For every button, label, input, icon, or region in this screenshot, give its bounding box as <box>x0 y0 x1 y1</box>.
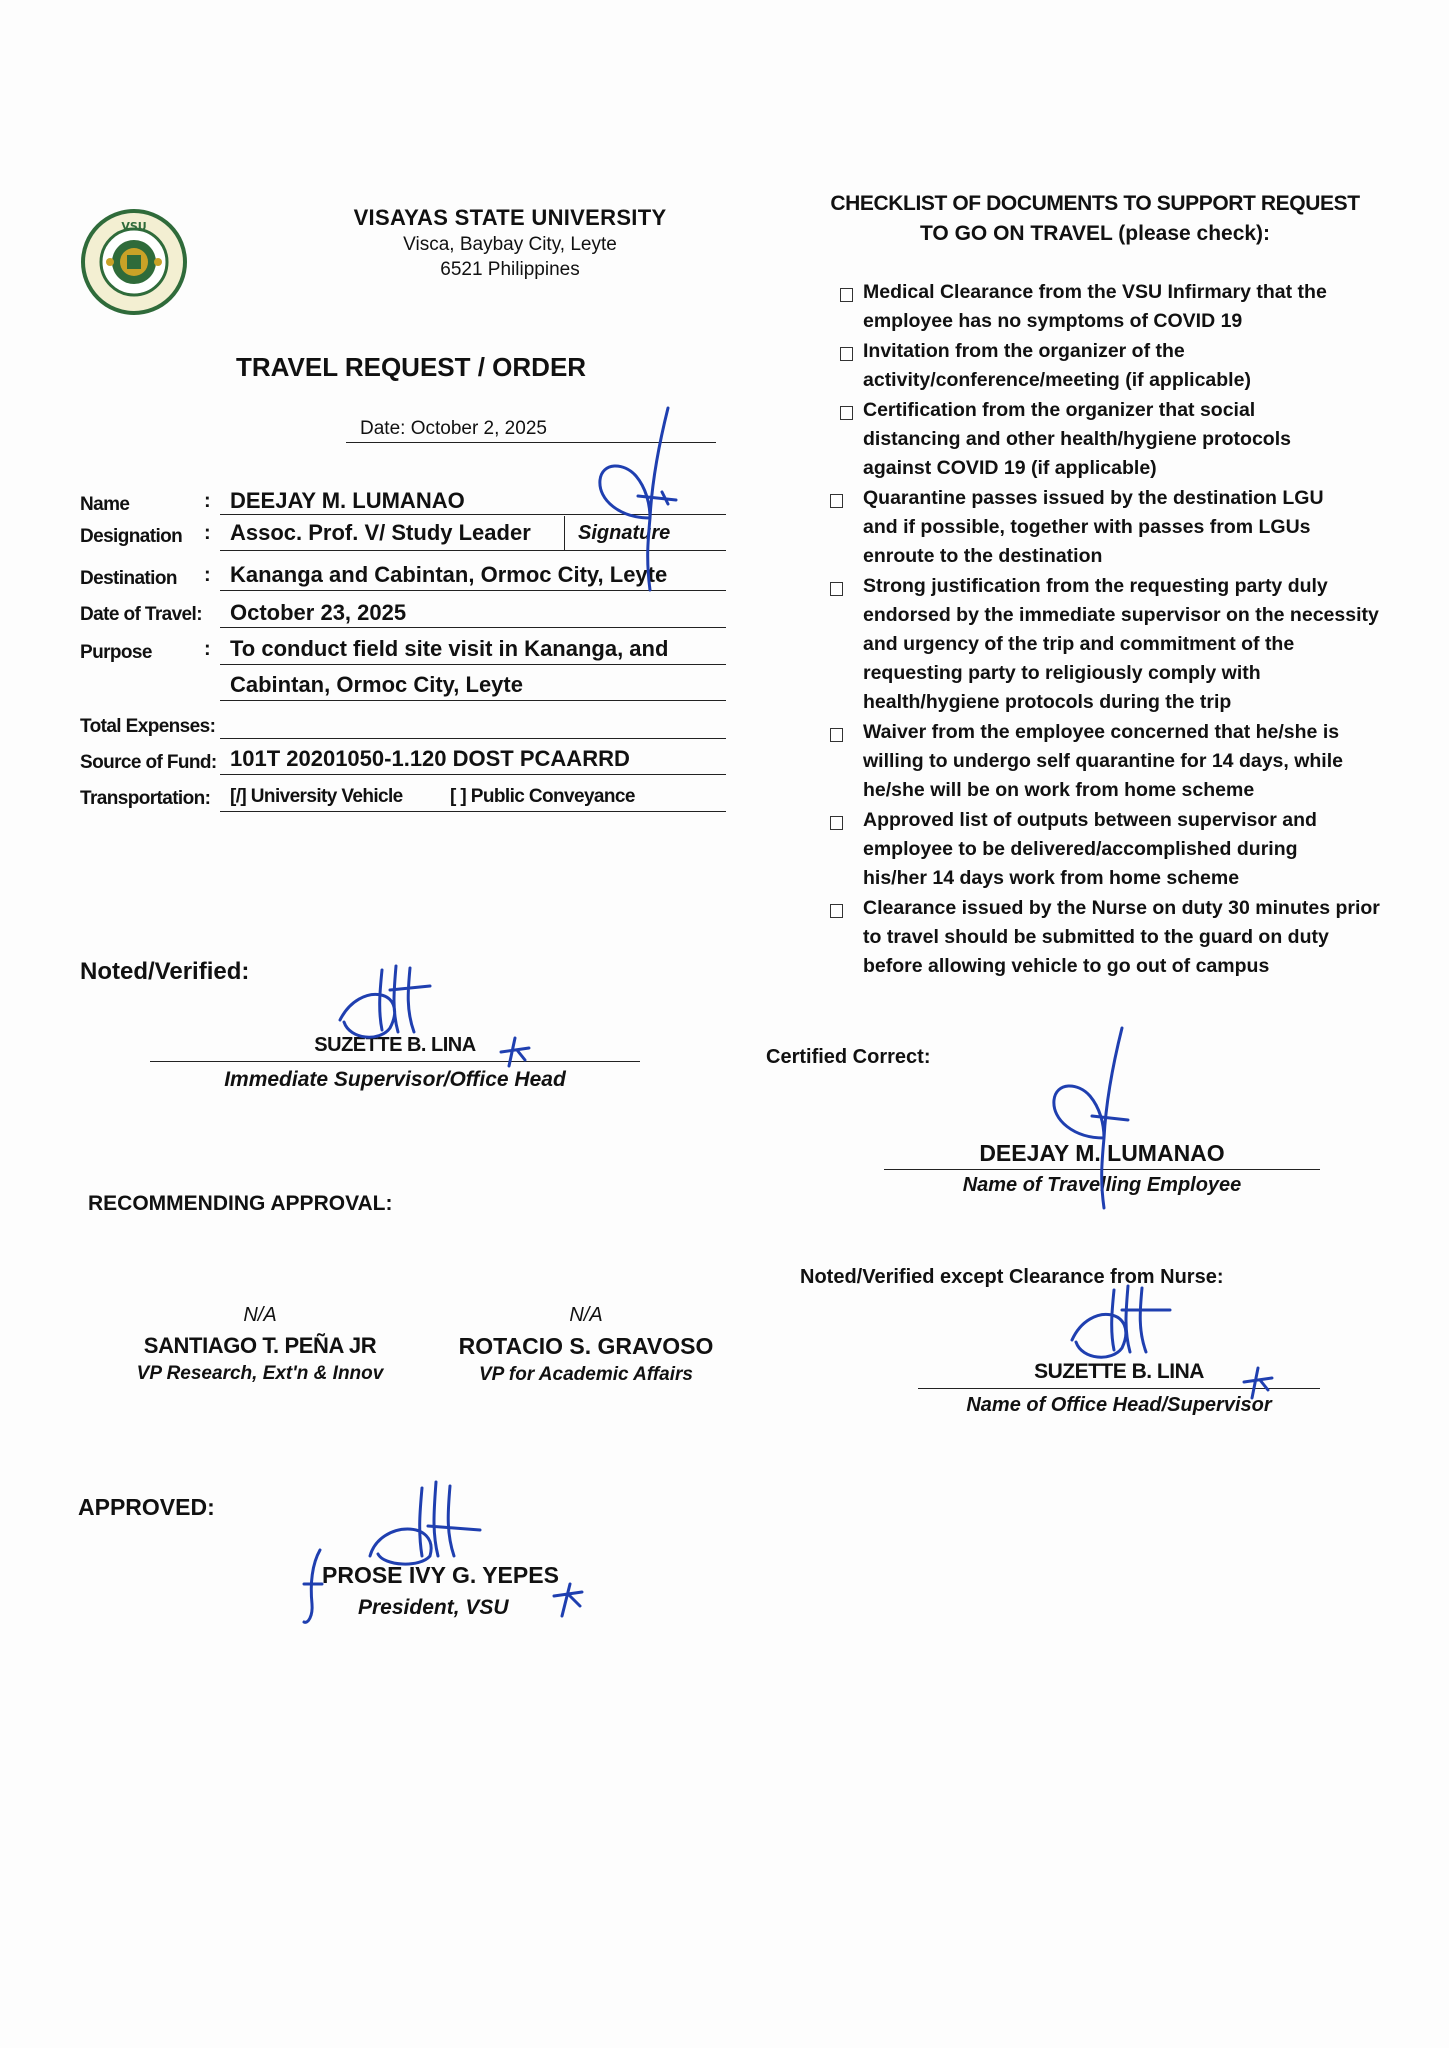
form-title: TRAVEL REQUEST / ORDER <box>236 352 587 382</box>
date-of-travel-underline <box>220 627 726 628</box>
checklist-checkbox[interactable] <box>840 288 853 302</box>
certified-signatory-title: Name of Travelling Employee <box>962 1174 1242 1196</box>
colon: : <box>204 522 211 544</box>
total-expenses-label: Total Expenses: <box>80 716 216 737</box>
svg-text:VSU: VSU <box>121 220 147 233</box>
noted-except-signature-line <box>918 1388 1320 1389</box>
designation-underline <box>220 550 726 551</box>
checklist-item: Invitation from the organizer of the activity/conference/meeting (if applicable) <box>863 340 1251 391</box>
recommending-right-title: VP for Academic Affairs <box>478 1364 693 1385</box>
recommending-approval-label: RECOMMENDING APPROVAL: <box>88 1192 393 1215</box>
destination-label: Destination <box>80 568 177 589</box>
transport-option-public-conveyance: [ ] Public Conveyance <box>450 786 635 807</box>
noted-signatory-title: Immediate Supervisor/Office Head <box>224 1068 566 1091</box>
source-of-fund-underline <box>220 774 726 775</box>
checklist-item: Approved list of outputs between supervisor and employee to be delivered/accomplished during his/her 14 days work from home scheme <box>863 809 1317 889</box>
recommending-right-na: N/A <box>569 1304 603 1326</box>
noted-signatory-name: SUZETTE B. LINA <box>314 1034 476 1056</box>
source-of-fund-value: 101T 20201050-1.120 DOST PCAARRD <box>230 746 630 771</box>
university-name: VISAYAS STATE UNIVERSITY <box>353 205 667 230</box>
certified-correct-label: Certified Correct: <box>766 1046 931 1068</box>
certified-signature-line <box>884 1169 1320 1170</box>
checklist-title-line-2: TO GO ON TRAVEL (please check): <box>919 222 1271 245</box>
signature-label: Signature <box>578 522 671 544</box>
checklist-title-line-1: CHECKLIST OF DOCUMENTS TO SUPPORT REQUEST <box>830 192 1360 215</box>
checklist-checkbox[interactable] <box>830 816 843 830</box>
checklist-checkbox[interactable] <box>840 347 853 361</box>
form-date: Date: October 2, 2025 <box>360 418 547 439</box>
total-expenses-underline <box>220 738 726 739</box>
checklist-item: Medical Clearance from the VSU Infirmary that the employee has no symptoms of COVID 19 <box>863 281 1327 332</box>
designation-label: Designation <box>80 526 183 547</box>
colon: : <box>204 564 211 586</box>
transportation-underline <box>220 811 726 812</box>
noted-verified-label: Noted/Verified: <box>80 958 250 985</box>
approved-label: APPROVED: <box>78 1494 215 1520</box>
source-of-fund-label: Source of Fund: <box>80 752 217 773</box>
checklist-checkbox[interactable] <box>830 494 843 508</box>
destination-underline <box>220 590 726 591</box>
purpose-value-line-1: To conduct field site visit in Kananga, and <box>230 636 669 661</box>
signature-divider <box>564 516 565 550</box>
university-seal <box>80 208 188 316</box>
designation-value: Assoc. Prof. V/ Study Leader <box>230 520 531 545</box>
checklist-item: Strong justification from the requesting party duly endorsed by the immediate supervisor on the necessity and urgency of the trip and commitment of the requesting party to religiously comply with health/hygiene protocols during the trip <box>863 575 1379 713</box>
transport-option-university-vehicle: [/] University Vehicle <box>230 786 403 807</box>
checklist-item: Quarantine passes issued by the destination LGU and if possible, together with passes from LGUs enroute to the destination <box>863 487 1324 567</box>
purpose-underline-2 <box>220 700 726 701</box>
checklist-item: Certification from the organizer that social distancing and other health/hygiene protocols against COVID 19 (if applicable) <box>863 399 1291 479</box>
president-signature <box>360 1470 500 1570</box>
purpose-value-line-2: Cabintan, Ormoc City, Leyte <box>230 672 523 697</box>
recommending-left-na: N/A <box>243 1304 277 1326</box>
checklist-checkbox[interactable] <box>840 406 853 420</box>
name-value: DEEJAY M. LUMANAO <box>230 488 465 513</box>
name-underline <box>220 514 726 515</box>
noted-signature-line <box>150 1061 640 1062</box>
transportation-label: Transportation: <box>80 788 211 809</box>
colon: : <box>204 638 211 660</box>
noted-except-signatory-title: Name of Office Head/Supervisor <box>966 1394 1272 1416</box>
recommending-left-name: SANTIAGO T. PEÑA JR <box>143 1333 377 1358</box>
purpose-label: Purpose <box>80 642 152 663</box>
purpose-underline-1 <box>220 664 726 665</box>
date-of-travel-label: Date of Travel: <box>80 604 202 625</box>
approved-signatory-title: President, VSU <box>358 1596 509 1619</box>
checklist-item: Waiver from the employee concerned that he/she is willing to undergo self quarantine for 14 days, while he/she will be on work from home scheme <box>863 721 1343 801</box>
noted-except-signatory-name: SUZETTE B. LINA <box>1034 1360 1204 1383</box>
certified-signatory-name: DEEJAY M. LUMANAO <box>979 1140 1225 1166</box>
checklist-checkbox[interactable] <box>830 728 843 742</box>
checklist-checkbox[interactable] <box>830 904 843 918</box>
checklist-checkbox[interactable] <box>830 582 843 596</box>
name-label: Name <box>80 494 130 515</box>
approved-signatory-name: PROSE IVY G. YEPES <box>322 1562 559 1588</box>
noted-except-label: Noted/Verified except Clearance from Nurse: <box>800 1266 1224 1288</box>
recommending-left-title: VP Research, Ext'n & Innov <box>136 1363 384 1384</box>
university-address-1: Visca, Baybay City, Leyte <box>403 234 617 255</box>
date-of-travel-value: October 23, 2025 <box>230 600 407 625</box>
recommending-right-name: ROTACIO S. GRAVOSO <box>458 1333 714 1359</box>
destination-value: Kananga and Cabintan, Ormoc City, Leyte <box>230 562 668 587</box>
date-underline <box>346 442 716 443</box>
checklist-item: Clearance issued by the Nurse on duty 30 minutes prior to travel should be submitted to the guard on duty before allowing vehicle to go out of campus <box>863 897 1380 977</box>
university-address-2: 6521 Philippines <box>440 259 580 280</box>
colon: : <box>204 490 211 512</box>
